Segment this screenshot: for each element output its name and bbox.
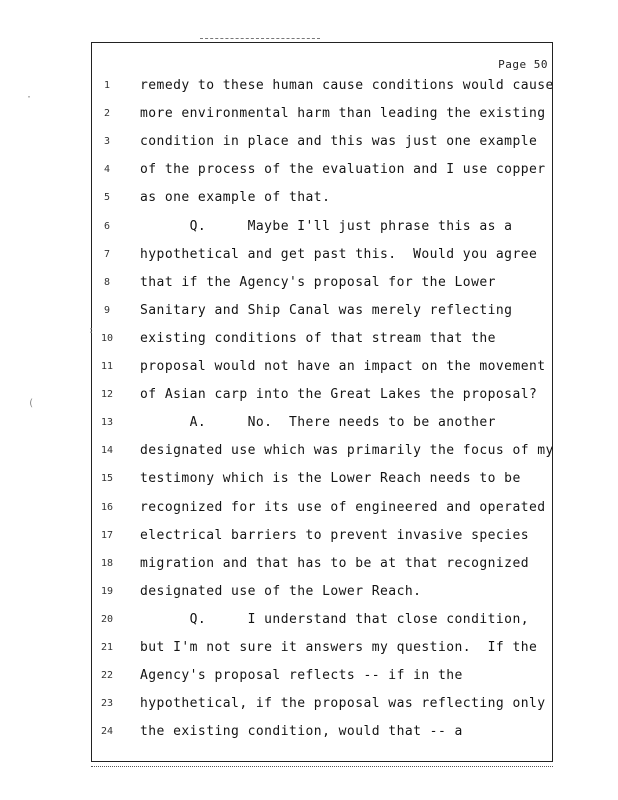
line-number: 9	[103, 305, 111, 316]
line-number: 1	[103, 80, 111, 91]
transcript-line: Agency's proposal reflects -- if in the	[140, 668, 463, 683]
line-number: 24	[100, 726, 114, 737]
line-number: 14	[100, 445, 114, 456]
line-number: 19	[100, 586, 114, 597]
transcript-line: remedy to these human cause conditions would cause	[140, 78, 554, 93]
transcript-line: Sanitary and Ship Canal was merely reflecting	[140, 303, 513, 318]
line-number: 21	[100, 642, 114, 653]
transcript-line: more environmental harm than leading the existing	[140, 106, 546, 121]
transcript-line: electrical barriers to prevent invasive species	[140, 528, 530, 543]
line-number: 4	[103, 164, 111, 175]
line-number: 8	[103, 277, 111, 288]
page-number: Page 50	[498, 58, 548, 71]
transcript-line: as one example of that.	[140, 190, 331, 205]
transcript-line: migration and that has to be at that recognized	[140, 556, 530, 571]
transcript-line: hypothetical and get past this. Would you agree	[140, 247, 538, 262]
line-number: 11	[100, 361, 114, 372]
transcript-line: existing conditions of that stream that the	[140, 331, 496, 346]
line-number: 16	[100, 502, 114, 513]
line-number: 13	[100, 417, 114, 428]
line-number: 15	[100, 473, 114, 484]
transcript-line: proposal would not have an impact on the movement	[140, 359, 546, 374]
line-number: 23	[100, 698, 114, 709]
transcript-line: the existing condition, would that -- a	[140, 724, 463, 739]
transcript-line: of the process of the evaluation and I use copper	[140, 162, 546, 177]
line-number: 12	[100, 389, 114, 400]
transcript-line: Q. I understand that close condition,	[140, 612, 530, 627]
line-number: 10	[100, 333, 114, 344]
line-number: 3	[103, 136, 111, 147]
line-number: 17	[100, 530, 114, 541]
line-number: 2	[103, 108, 111, 119]
transcript-line: testimony which is the Lower Reach needs to be	[140, 471, 521, 486]
transcript-line: condition in place and this was just one example	[140, 134, 538, 149]
transcript-line: but I'm not sure it answers my question. If the	[140, 640, 538, 655]
transcript-line: recognized for its use of engineered and operated	[140, 500, 546, 515]
transcript-line: A. No. There needs to be another	[140, 415, 496, 430]
margin-mark: ·	[26, 92, 33, 103]
transcript-line: Q. Maybe I'll just phrase this as a	[140, 219, 513, 234]
bottom-rule	[91, 766, 553, 767]
line-number: 18	[100, 558, 114, 569]
line-number: 5	[103, 192, 111, 203]
line-number: 7	[103, 249, 111, 260]
line-number: 6	[103, 221, 111, 232]
margin-mark: (	[28, 398, 35, 409]
transcript-line: of Asian carp into the Great Lakes the proposal?	[140, 387, 538, 402]
transcript-line: that if the Agency's proposal for the Lower	[140, 275, 496, 290]
margin-mark: :	[88, 325, 95, 336]
transcript-line: designated use which was primarily the focus of my	[140, 443, 554, 458]
transcript-line: hypothetical, if the proposal was reflecting only	[140, 696, 546, 711]
line-number: 20	[100, 614, 114, 625]
transcript-line: designated use of the Lower Reach.	[140, 584, 422, 599]
line-number: 22	[100, 670, 114, 681]
